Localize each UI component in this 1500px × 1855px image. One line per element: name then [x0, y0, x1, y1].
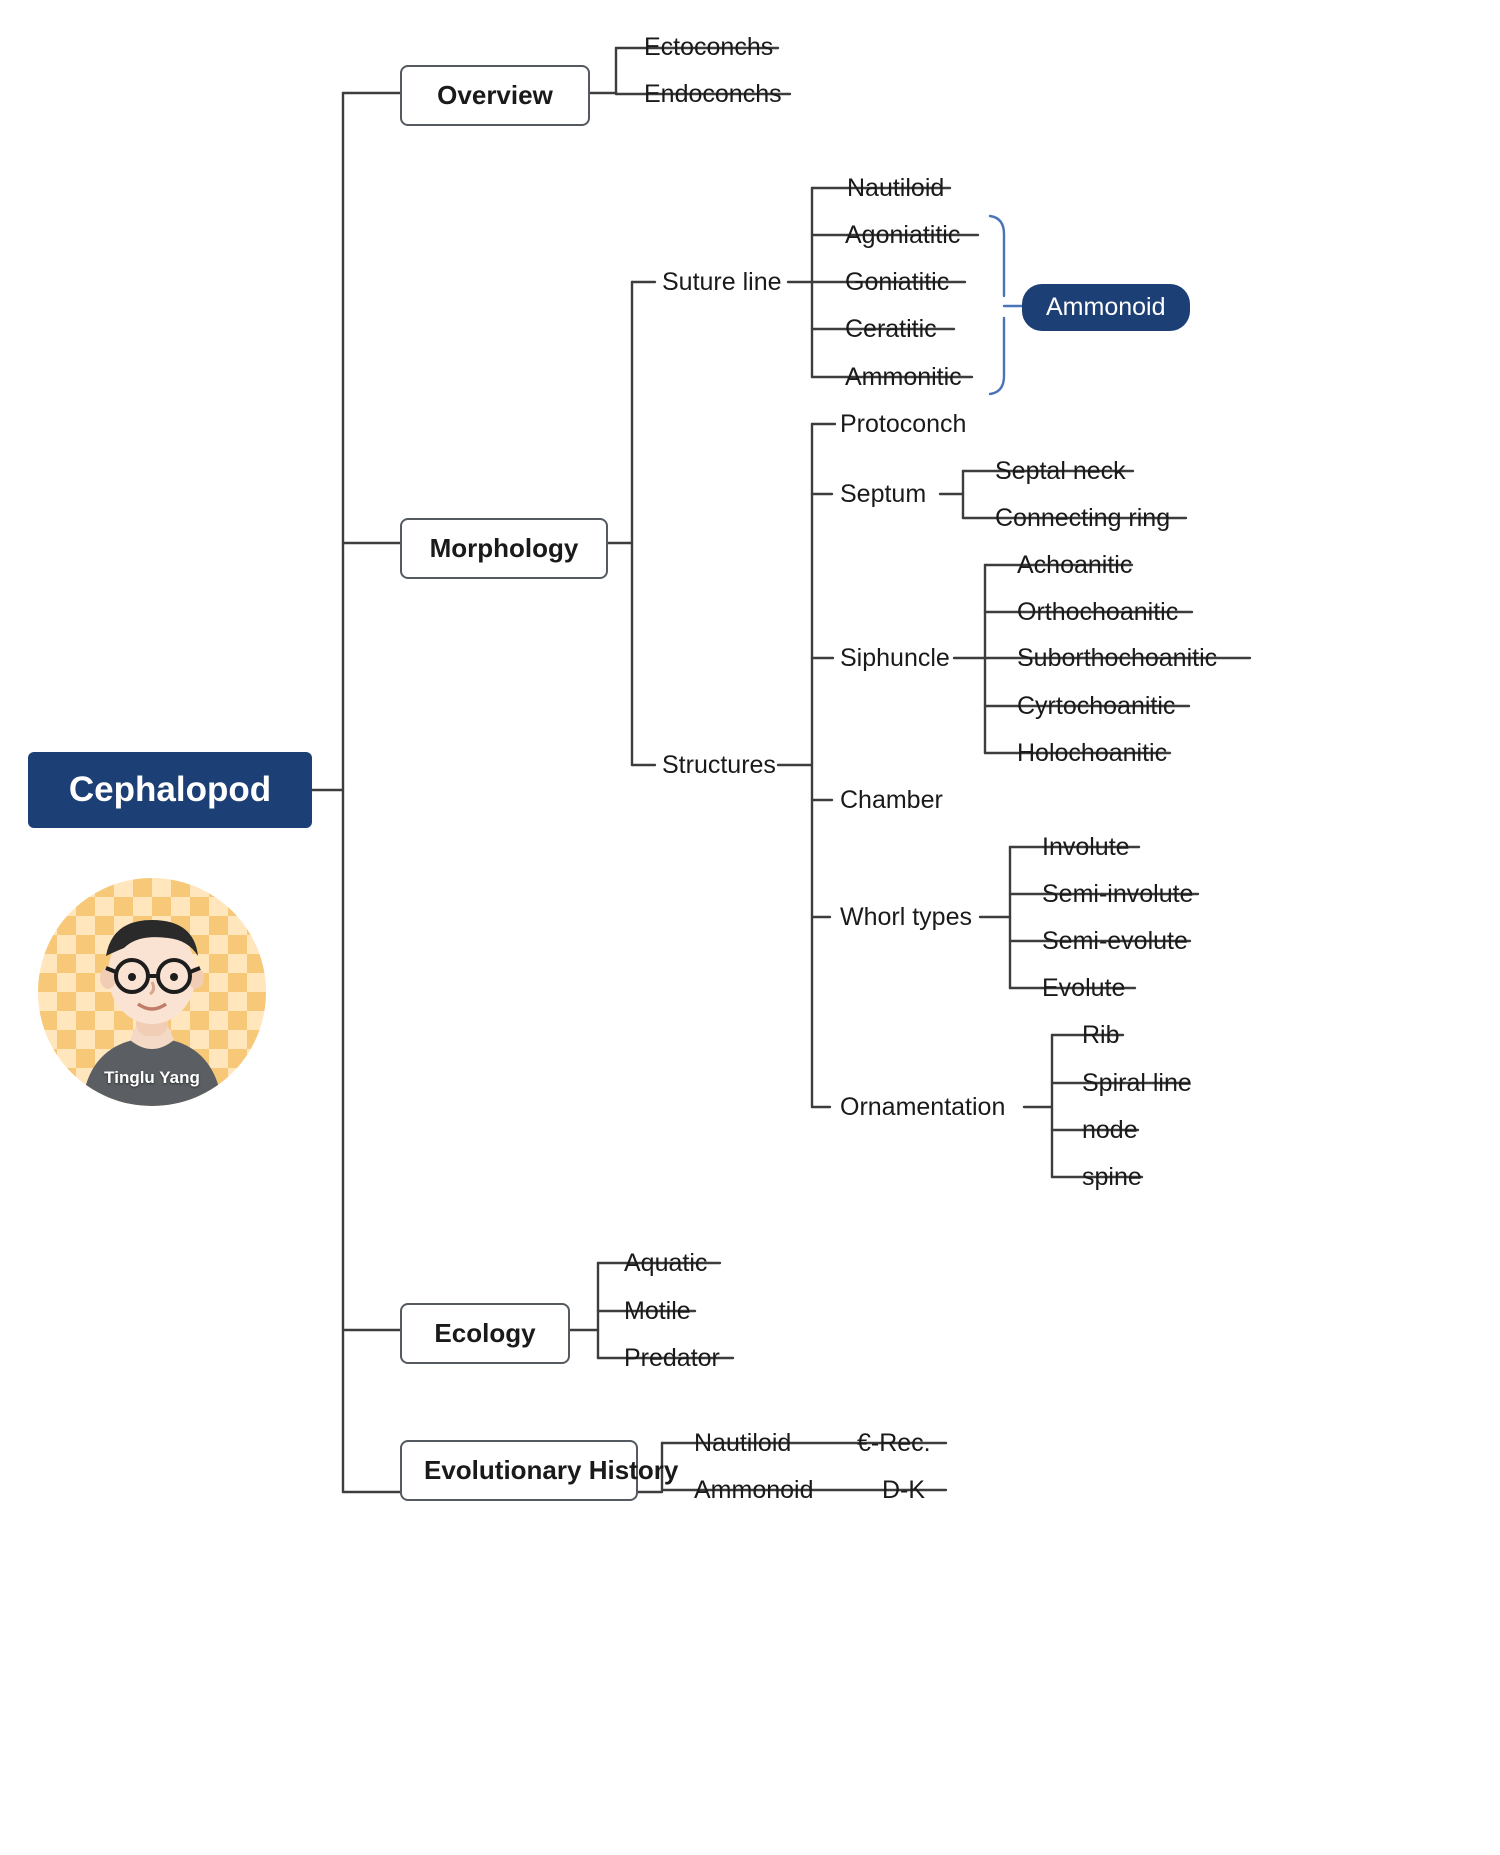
- node-predator[interactable]: Predator: [624, 1344, 720, 1372]
- node-evo-ammonoid[interactable]: Ammonoid: [694, 1476, 814, 1504]
- node-agoniatitic[interactable]: Agoniatitic: [845, 221, 961, 249]
- branch-morphology[interactable]: [400, 518, 608, 579]
- node-ectoconchs[interactable]: Ectoconchs: [644, 33, 774, 61]
- branch-ecology-label: Ecology: [434, 1318, 536, 1348]
- node-suture-line[interactable]: Suture line: [662, 268, 782, 296]
- node-goniatitic[interactable]: Goniatitic: [845, 268, 950, 296]
- branch-morphology-label: Morphology: [429, 533, 579, 563]
- node-aquatic[interactable]: Aquatic: [624, 1249, 708, 1277]
- node-spiral-line[interactable]: Spiral line: [1082, 1069, 1192, 1097]
- node-cyrtochoanitic[interactable]: Cyrtochoanitic: [1017, 692, 1176, 720]
- branch-evolutionary-history[interactable]: [400, 1440, 679, 1501]
- node-evo-ammonoid-range: D-K: [882, 1476, 926, 1504]
- node-suborthochoanitic[interactable]: Suborthochoanitic: [1017, 644, 1218, 672]
- node-whorl-types[interactable]: Whorl types: [840, 903, 972, 931]
- node-siphuncle[interactable]: Siphuncle: [840, 644, 950, 672]
- badge-ammonoid-label: Ammonoid: [1046, 293, 1166, 321]
- node-involute[interactable]: Involute: [1042, 833, 1130, 861]
- node-orthochoanitic[interactable]: Orthochoanitic: [1017, 598, 1179, 626]
- node-structures[interactable]: Structures: [662, 751, 776, 779]
- node-node[interactable]: node: [1082, 1116, 1138, 1144]
- node-protoconch[interactable]: Protoconch: [840, 410, 967, 438]
- root-node-cephalopod[interactable]: [28, 752, 312, 828]
- node-semi-evolute[interactable]: Semi-evolute: [1042, 927, 1188, 955]
- node-spine[interactable]: spine: [1082, 1163, 1142, 1191]
- node-ornamentation[interactable]: Ornamentation: [840, 1093, 1006, 1121]
- node-semi-involute[interactable]: Semi-involute: [1042, 880, 1194, 908]
- node-ceratitic[interactable]: Ceratitic: [845, 315, 937, 343]
- node-evo-nautiloid[interactable]: Nautiloid: [694, 1429, 792, 1457]
- node-achoanitic[interactable]: Achoanitic: [1017, 551, 1133, 579]
- node-motile[interactable]: Motile: [624, 1297, 691, 1325]
- branch-overview[interactable]: [400, 65, 590, 126]
- node-ammonitic[interactable]: Ammonitic: [845, 363, 962, 391]
- avatar: [38, 878, 266, 1106]
- node-endoconchs[interactable]: Endoconchs: [644, 80, 782, 108]
- node-evo-nautiloid-range: €-Rec.: [857, 1429, 931, 1457]
- root-label: Cephalopod: [68, 770, 272, 809]
- node-holochoanitic[interactable]: Holochoanitic: [1017, 739, 1168, 767]
- avatar-name: Tinglu Yang: [104, 1068, 200, 1087]
- node-nautiloid-suture[interactable]: Nautiloid: [847, 174, 945, 202]
- branch-evolutionary-history-label: Evolutionary History: [424, 1455, 679, 1485]
- badge-ammonoid-group[interactable]: [1022, 284, 1190, 331]
- branch-overview-label: Overview: [437, 80, 553, 110]
- node-connecting-ring[interactable]: Connecting ring: [995, 504, 1171, 532]
- node-evolute[interactable]: Evolute: [1042, 974, 1126, 1002]
- node-rib[interactable]: Rib: [1082, 1021, 1120, 1049]
- branch-ecology[interactable]: [400, 1303, 570, 1364]
- node-septal-neck[interactable]: Septal neck: [995, 457, 1126, 485]
- node-chamber[interactable]: Chamber: [840, 786, 943, 814]
- node-septum[interactable]: Septum: [840, 480, 927, 508]
